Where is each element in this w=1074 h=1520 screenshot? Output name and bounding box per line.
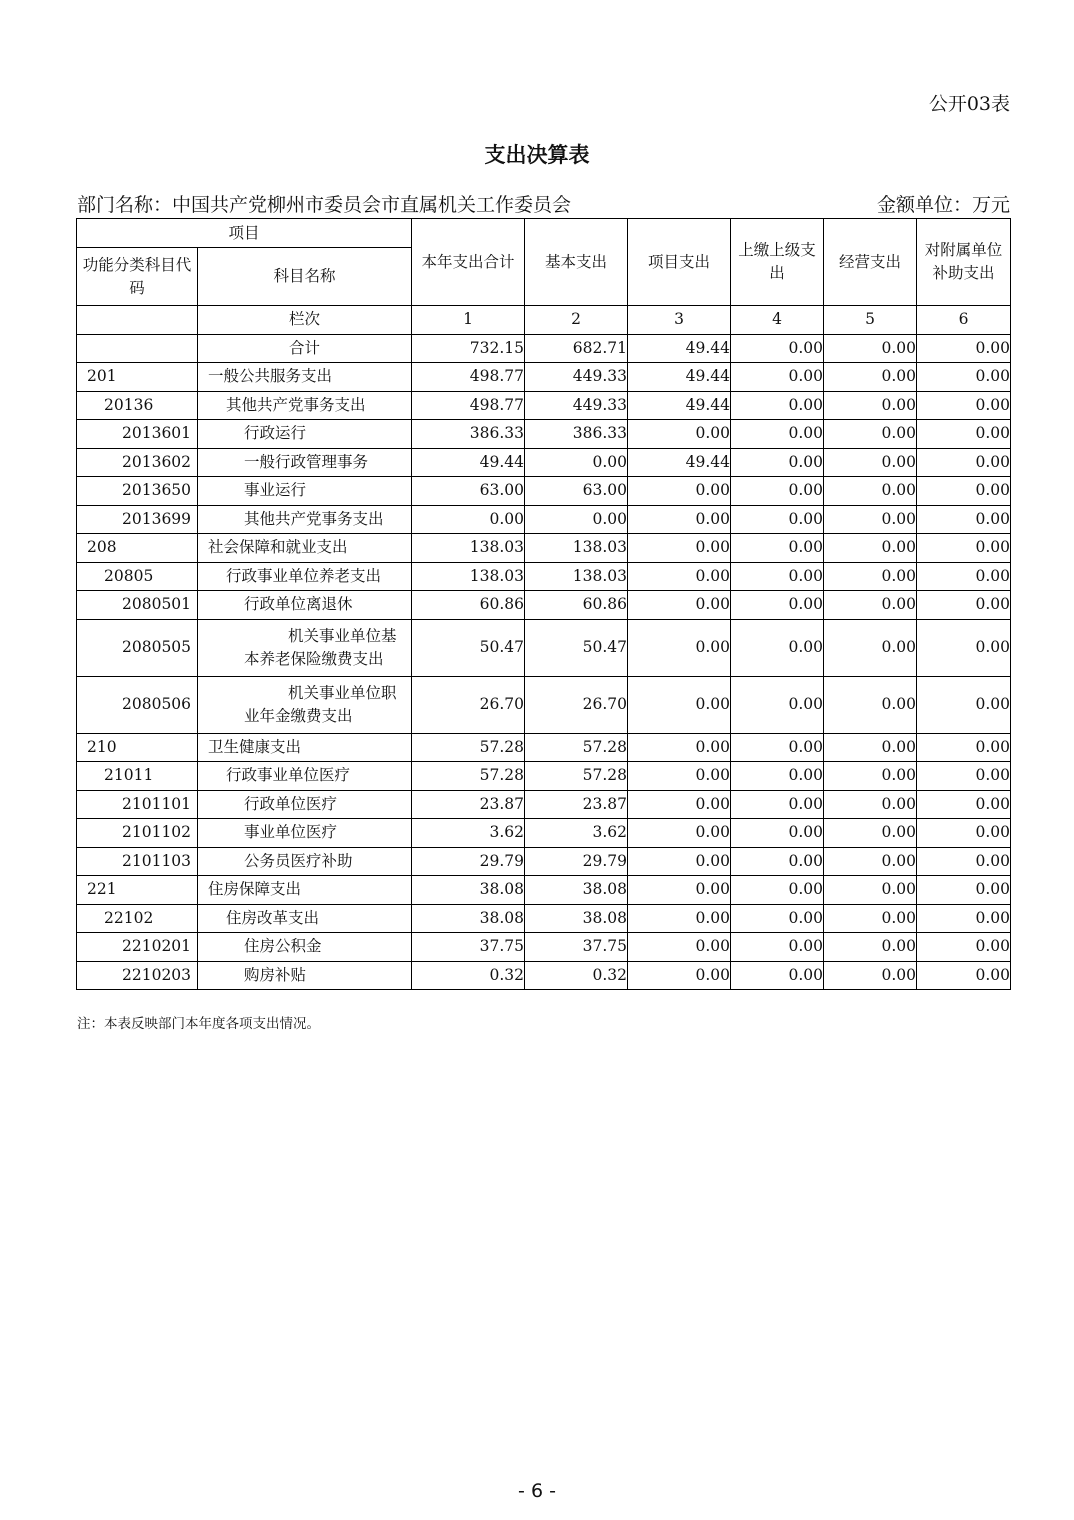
table-row <box>77 619 1011 676</box>
amount-cell: 63.00 <box>412 477 525 506</box>
subject-name: 行政单位离退休 <box>198 591 412 620</box>
amount-cell: 0.00 <box>824 762 917 791</box>
header-total: 本年支出合计 <box>412 219 525 306</box>
amount-cell: 0.00 <box>628 762 731 791</box>
amount-cell: 37.75 <box>412 933 525 962</box>
amount-cell: 0.00 <box>917 790 1011 819</box>
subject-code: 2210201 <box>77 933 198 962</box>
amount-cell: 386.33 <box>525 420 628 449</box>
amount-cell: 0.00 <box>917 448 1011 477</box>
subject-code: 210 <box>77 733 198 762</box>
amount-cell: 0.00 <box>731 676 824 733</box>
table-row <box>77 448 1011 477</box>
header-project: 项目支出 <box>628 219 731 306</box>
subject-code: 22102 <box>77 904 198 933</box>
amount-cell: 0.00 <box>628 876 731 905</box>
amount-cell: 0.00 <box>917 876 1011 905</box>
amount-cell: 50.47 <box>412 619 525 676</box>
table-row <box>77 762 1011 791</box>
amount-cell: 3.62 <box>525 819 628 848</box>
column-index: 2 <box>525 306 628 335</box>
table-note: 注：本表反映部门本年度各项支出情况。 <box>77 1016 320 1032</box>
amount-cell: 57.28 <box>412 733 525 762</box>
subject-name: 住房改革支出 <box>198 904 412 933</box>
table-row <box>77 420 1011 449</box>
column-index: 3 <box>628 306 731 335</box>
header-subsidy: 对附属单位补助支出 <box>917 219 1011 306</box>
amount-cell: 0.00 <box>917 819 1011 848</box>
amount-cell: 0.00 <box>628 420 731 449</box>
amount-cell: 0.00 <box>731 961 824 990</box>
amount-cell: 732.15 <box>412 334 525 363</box>
total-label: 合计 <box>198 334 412 363</box>
amount-cell: 0.00 <box>917 961 1011 990</box>
subject-name: 机关事业单位职业年金缴费支出 <box>198 676 412 733</box>
amount-cell: 60.86 <box>412 591 525 620</box>
amount-cell: 0.00 <box>731 591 824 620</box>
subject-name: 行政事业单位医疗 <box>198 762 412 791</box>
amount-cell: 498.77 <box>412 391 525 420</box>
amount-cell: 138.03 <box>412 534 525 563</box>
subject-code: 2013601 <box>77 420 198 449</box>
amount-cell: 50.47 <box>525 619 628 676</box>
amount-cell: 0.00 <box>824 534 917 563</box>
table-row <box>77 562 1011 591</box>
amount-cell: 0.00 <box>917 420 1011 449</box>
subject-name: 行政事业单位养老支出 <box>198 562 412 591</box>
amount-cell: 0.00 <box>628 505 731 534</box>
column-index: 5 <box>824 306 917 335</box>
amount-cell: 0.00 <box>824 961 917 990</box>
amount-cell: 0.00 <box>824 876 917 905</box>
amount-cell: 0.00 <box>731 334 824 363</box>
amount-cell: 38.08 <box>412 876 525 905</box>
amount-cell: 0.00 <box>824 591 917 620</box>
subject-code: 221 <box>77 876 198 905</box>
table-row <box>77 534 1011 563</box>
table-row <box>77 819 1011 848</box>
amount-cell: 0.00 <box>628 961 731 990</box>
subject-code: 2080501 <box>77 591 198 620</box>
header-business: 经营支出 <box>824 219 917 306</box>
amount-cell: 0.00 <box>824 619 917 676</box>
amount-cell: 0.00 <box>824 505 917 534</box>
amount-cell: 60.86 <box>525 591 628 620</box>
amount-cell: 0.00 <box>628 619 731 676</box>
subject-code: 2080505 <box>77 619 198 676</box>
table-row <box>77 933 1011 962</box>
header-code: 功能分类科目代码 <box>77 248 198 306</box>
amount-cell: 0.00 <box>731 562 824 591</box>
page-number: - 6 - <box>518 1480 556 1502</box>
amount-unit: 金额单位：万元 <box>876 194 1010 216</box>
table-row <box>77 733 1011 762</box>
amount-cell: 29.79 <box>525 847 628 876</box>
subject-code: 20805 <box>77 562 198 591</box>
amount-cell: 0.00 <box>731 420 824 449</box>
amount-cell: 0.00 <box>731 391 824 420</box>
amount-cell: 23.87 <box>525 790 628 819</box>
total-code-blank <box>77 334 198 363</box>
amount-cell: 0.00 <box>917 534 1011 563</box>
subject-name: 行政单位医疗 <box>198 790 412 819</box>
amount-cell: 29.79 <box>412 847 525 876</box>
amount-cell: 38.08 <box>525 876 628 905</box>
column-index-label: 栏次 <box>198 306 412 335</box>
amount-cell: 0.00 <box>824 448 917 477</box>
amount-cell: 38.08 <box>412 904 525 933</box>
amount-cell: 0.00 <box>731 847 824 876</box>
subject-code: 21011 <box>77 762 198 791</box>
amount-cell: 0.00 <box>731 733 824 762</box>
table-row <box>77 676 1011 733</box>
column-index: 1 <box>412 306 525 335</box>
amount-cell: 0.00 <box>628 819 731 848</box>
subject-name: 其他共产党事务支出 <box>198 391 412 420</box>
table-row <box>77 961 1011 990</box>
amount-cell: 0.00 <box>824 562 917 591</box>
amount-cell: 0.00 <box>628 904 731 933</box>
amount-cell: 0.00 <box>731 790 824 819</box>
department-name: 部门名称：中国共产党柳州市委员会市直属机关工作委员会 <box>77 194 572 216</box>
amount-cell: 0.00 <box>824 477 917 506</box>
table-row <box>77 876 1011 905</box>
expenditure-table <box>76 218 1011 990</box>
subject-name: 其他共产党事务支出 <box>198 505 412 534</box>
amount-cell: 0.00 <box>824 904 917 933</box>
amount-cell: 49.44 <box>628 363 731 392</box>
header-name: 科目名称 <box>198 248 412 306</box>
amount-cell: 0.00 <box>628 534 731 563</box>
amount-cell: 0.00 <box>731 933 824 962</box>
amount-cell: 38.08 <box>525 904 628 933</box>
amount-cell: 138.03 <box>525 562 628 591</box>
subject-name: 一般公共服务支出 <box>198 363 412 392</box>
amount-cell: 0.00 <box>628 477 731 506</box>
amount-cell: 0.00 <box>824 933 917 962</box>
subject-name: 事业单位医疗 <box>198 819 412 848</box>
amount-cell: 57.28 <box>412 762 525 791</box>
amount-cell: 0.00 <box>917 391 1011 420</box>
amount-cell: 0.00 <box>731 876 824 905</box>
subject-code: 2101103 <box>77 847 198 876</box>
subject-name: 机关事业单位基本养老保险缴费支出 <box>198 619 412 676</box>
subject-name: 购房补贴 <box>198 961 412 990</box>
amount-cell: 0.00 <box>824 676 917 733</box>
subject-name: 社会保障和就业支出 <box>198 534 412 563</box>
amount-cell: 0.00 <box>917 363 1011 392</box>
amount-cell: 23.87 <box>412 790 525 819</box>
form-number: 公开03表 <box>928 93 1010 115</box>
amount-cell: 0.00 <box>731 619 824 676</box>
amount-cell: 138.03 <box>525 534 628 563</box>
subject-code: 2080506 <box>77 676 198 733</box>
total-row <box>77 334 1011 363</box>
amount-cell: 682.71 <box>525 334 628 363</box>
amount-cell: 0.00 <box>824 420 917 449</box>
amount-cell: 26.70 <box>525 676 628 733</box>
amount-cell: 0.00 <box>824 847 917 876</box>
table-row <box>77 591 1011 620</box>
column-index-blank <box>77 306 198 335</box>
column-index: 6 <box>917 306 1011 335</box>
amount-cell: 449.33 <box>525 391 628 420</box>
amount-cell: 0.00 <box>628 591 731 620</box>
subject-code: 2101101 <box>77 790 198 819</box>
amount-cell: 49.44 <box>628 334 731 363</box>
amount-cell: 0.32 <box>525 961 628 990</box>
amount-cell: 0.00 <box>824 363 917 392</box>
amount-cell: 0.00 <box>731 534 824 563</box>
subject-code: 20136 <box>77 391 198 420</box>
header-item: 项目 <box>77 219 412 248</box>
subject-code: 201 <box>77 363 198 392</box>
amount-cell: 449.33 <box>525 363 628 392</box>
amount-cell: 0.00 <box>628 847 731 876</box>
table-row <box>77 790 1011 819</box>
subject-name: 行政运行 <box>198 420 412 449</box>
amount-cell: 0.00 <box>917 904 1011 933</box>
amount-cell: 0.00 <box>917 676 1011 733</box>
amount-cell: 0.32 <box>412 961 525 990</box>
subject-code: 2210203 <box>77 961 198 990</box>
amount-cell: 0.00 <box>628 790 731 819</box>
amount-cell: 0.00 <box>917 477 1011 506</box>
subject-code: 2101102 <box>77 819 198 848</box>
amount-cell: 49.44 <box>412 448 525 477</box>
amount-cell: 0.00 <box>917 334 1011 363</box>
amount-cell: 0.00 <box>628 933 731 962</box>
amount-cell: 0.00 <box>731 819 824 848</box>
table-row <box>77 391 1011 420</box>
amount-cell: 0.00 <box>525 448 628 477</box>
subject-code: 2013699 <box>77 505 198 534</box>
subject-code: 2013602 <box>77 448 198 477</box>
subject-name: 住房公积金 <box>198 933 412 962</box>
table-row <box>77 904 1011 933</box>
amount-cell: 57.28 <box>525 733 628 762</box>
amount-cell: 0.00 <box>628 676 731 733</box>
amount-cell: 498.77 <box>412 363 525 392</box>
subject-name: 事业运行 <box>198 477 412 506</box>
amount-cell: 0.00 <box>917 847 1011 876</box>
amount-cell: 138.03 <box>412 562 525 591</box>
amount-cell: 0.00 <box>525 505 628 534</box>
amount-cell: 0.00 <box>824 819 917 848</box>
amount-cell: 26.70 <box>412 676 525 733</box>
amount-cell: 49.44 <box>628 448 731 477</box>
amount-cell: 0.00 <box>917 933 1011 962</box>
table-row <box>77 363 1011 392</box>
header-basic: 基本支出 <box>525 219 628 306</box>
amount-cell: 0.00 <box>917 733 1011 762</box>
amount-cell: 0.00 <box>628 562 731 591</box>
amount-cell: 0.00 <box>824 391 917 420</box>
amount-cell: 0.00 <box>628 733 731 762</box>
amount-cell: 57.28 <box>525 762 628 791</box>
page-title: 支出决算表 <box>484 143 590 167</box>
column-index: 4 <box>731 306 824 335</box>
amount-cell: 37.75 <box>525 933 628 962</box>
amount-cell: 0.00 <box>917 591 1011 620</box>
subject-code: 2013650 <box>77 477 198 506</box>
amount-cell: 0.00 <box>731 505 824 534</box>
amount-cell: 63.00 <box>525 477 628 506</box>
table-row <box>77 477 1011 506</box>
amount-cell: 0.00 <box>731 477 824 506</box>
header-upper: 上缴上级支出 <box>731 219 824 306</box>
amount-cell: 49.44 <box>628 391 731 420</box>
amount-cell: 0.00 <box>412 505 525 534</box>
amount-cell: 0.00 <box>824 733 917 762</box>
amount-cell: 0.00 <box>824 334 917 363</box>
amount-cell: 0.00 <box>731 448 824 477</box>
subject-code: 208 <box>77 534 198 563</box>
amount-cell: 0.00 <box>917 762 1011 791</box>
subject-name: 卫生健康支出 <box>198 733 412 762</box>
amount-cell: 3.62 <box>412 819 525 848</box>
subject-name: 公务员医疗补助 <box>198 847 412 876</box>
amount-cell: 0.00 <box>731 762 824 791</box>
subject-name: 一般行政管理事务 <box>198 448 412 477</box>
amount-cell: 0.00 <box>917 562 1011 591</box>
amount-cell: 0.00 <box>731 363 824 392</box>
subject-name: 住房保障支出 <box>198 876 412 905</box>
amount-cell: 0.00 <box>917 505 1011 534</box>
amount-cell: 0.00 <box>731 904 824 933</box>
amount-cell: 0.00 <box>824 790 917 819</box>
table-row <box>77 505 1011 534</box>
amount-cell: 386.33 <box>412 420 525 449</box>
table-row <box>77 847 1011 876</box>
amount-cell: 0.00 <box>917 619 1011 676</box>
